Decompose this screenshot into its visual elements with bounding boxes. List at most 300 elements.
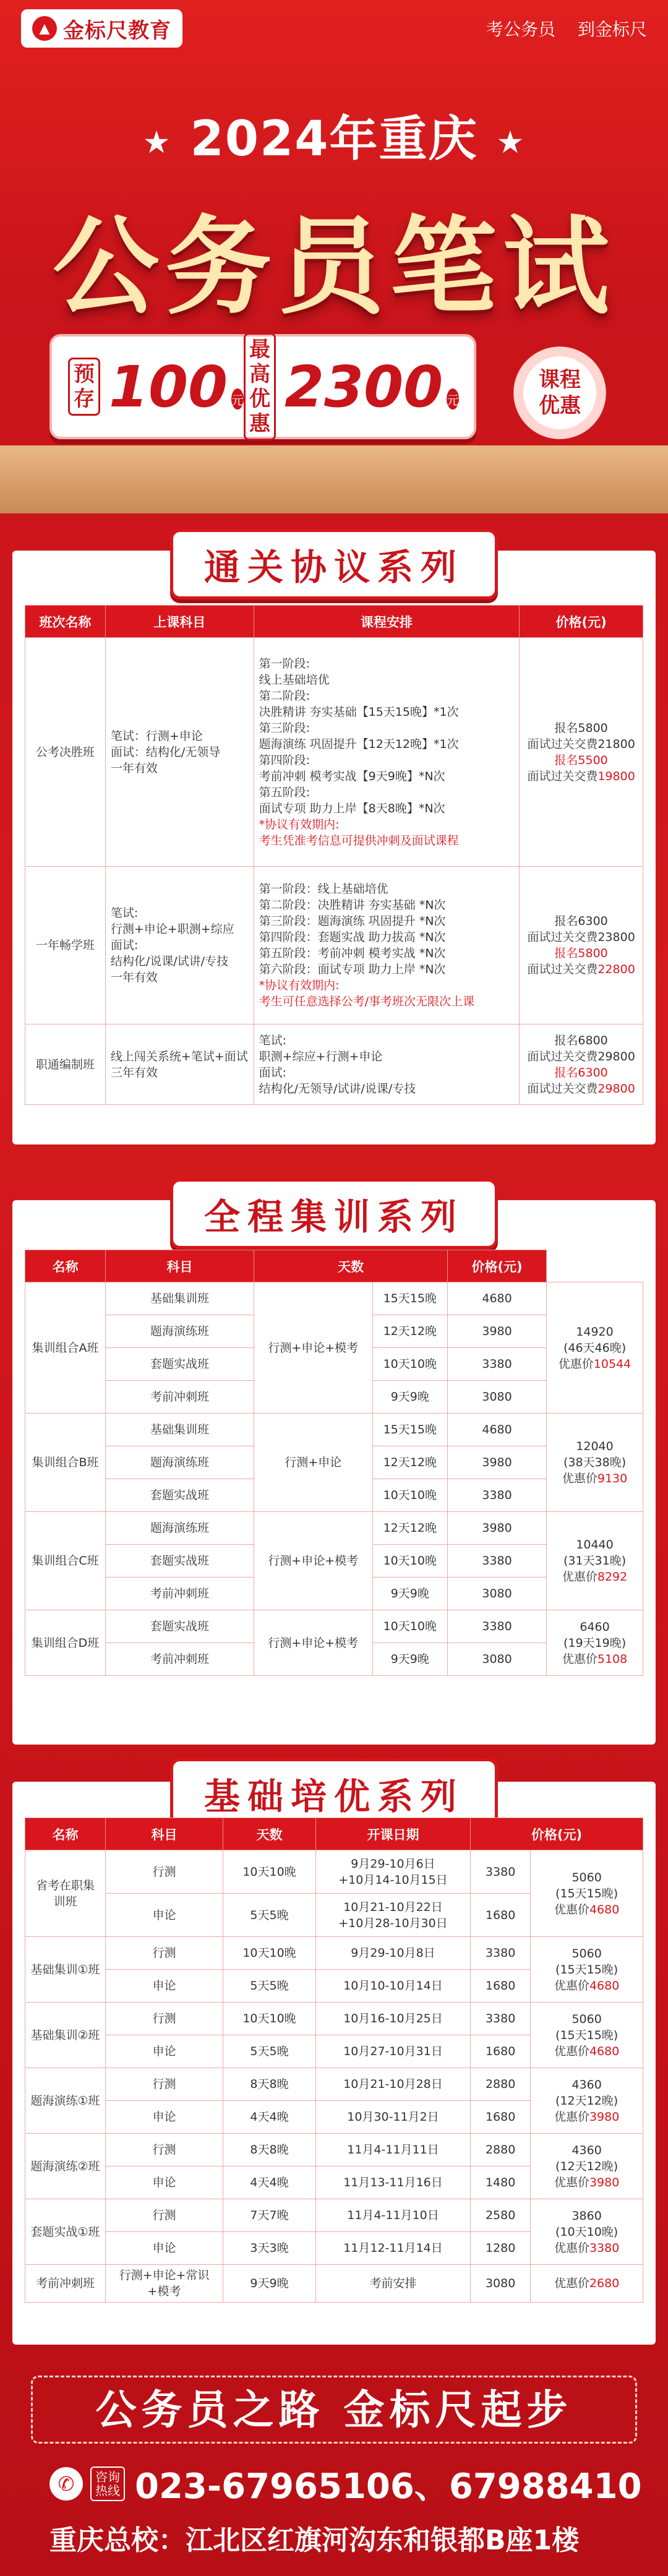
- table-row: [25, 1850, 643, 1894]
- hotline-label: 咨询 热线: [90, 2467, 125, 2501]
- course-name: 套题实战班: [106, 1545, 254, 1578]
- total-days: (19天19晚): [563, 1636, 627, 1650]
- promo-value: 5108: [597, 1652, 628, 1666]
- promo-value: 4680: [589, 1978, 620, 1993]
- course-name: 套题实战班: [106, 1348, 254, 1381]
- table-row: [25, 2265, 643, 2303]
- discount-signup: 报名5500: [554, 753, 608, 767]
- table-row: [25, 1512, 643, 1545]
- date-line: 10月21-10月28日: [343, 2077, 443, 2091]
- cell-line: 第三阶段:: [259, 721, 310, 735]
- course-days: 8天8晚: [223, 2134, 316, 2166]
- promo-price: [536, 2275, 638, 2291]
- column-header: 科目: [106, 1250, 254, 1282]
- date-line: 11月4-11月10日: [347, 2209, 439, 2222]
- course-price: 2880: [471, 2134, 531, 2166]
- total-price: 5060: [572, 2012, 602, 2026]
- course-date: [316, 2068, 471, 2101]
- address: 重庆总校：江北区红旗河沟东和银都B座1楼: [49, 2525, 580, 2556]
- hero-title: 公务员笔试: [53, 204, 615, 329]
- group-name: 基础集训②班: [25, 2003, 106, 2068]
- group-name: 集训组合B班: [25, 1414, 106, 1512]
- price-mid: 面试过关交费: [527, 963, 598, 976]
- group-name: 省考在职集训班: [25, 1850, 106, 1937]
- total-price: 5060: [572, 1870, 602, 1884]
- promo-price: [552, 1569, 638, 1585]
- group-price: [531, 1850, 643, 1937]
- course-price: 1680: [471, 1970, 531, 2003]
- table-row: [25, 638, 643, 867]
- class-schedule: [254, 1024, 520, 1105]
- course-date: [316, 2003, 471, 2035]
- group-subject: 行测+申论+模考: [254, 1610, 373, 1676]
- date-line: 11月4-11月11日: [347, 2143, 439, 2157]
- class-subjects: [105, 1024, 254, 1105]
- class-subjects: [105, 638, 254, 867]
- promo-label: 优惠价: [562, 1652, 597, 1666]
- logo-icon: ▲: [32, 16, 57, 41]
- promo-label: 优惠价: [554, 2110, 589, 2124]
- course-days: 10天10晚: [372, 1348, 448, 1381]
- total-days: (46天46晚): [563, 1341, 627, 1355]
- star-icon: ★: [142, 124, 172, 160]
- table-row: [25, 2068, 643, 2101]
- discount-label: 最高 优惠: [244, 333, 276, 440]
- date-line: 9月29-10月6日: [351, 1857, 435, 1871]
- cell-line: 考生可任意选择公考/事考班次无限次上课: [259, 995, 475, 1008]
- cell-line: 面试：结构化/无领导: [110, 745, 221, 759]
- course-price: 3980: [448, 1315, 547, 1348]
- cell-line: 决胜精讲 夯实基础【15天15晚】*1次: [259, 705, 459, 719]
- cell-line: *协议有效期内:: [259, 817, 340, 831]
- group-price: [547, 1414, 643, 1512]
- course-name: 考前冲刺班: [106, 1578, 254, 1610]
- promo-value: 8292: [597, 1570, 628, 1584]
- course-date: [316, 1937, 471, 1970]
- cell-line: 报名5800: [554, 721, 608, 735]
- promo-price: [536, 1902, 638, 1918]
- course-name: 基础集训班: [106, 1282, 254, 1315]
- price-mid: 面试过关交费: [527, 769, 598, 783]
- group-name: 题海演练②班: [25, 2134, 106, 2199]
- promo-label: 优惠价: [554, 2175, 589, 2189]
- course-price: 3380: [471, 1937, 531, 1970]
- date-line: 10月10-10月14日: [343, 1979, 443, 1993]
- group-name: 集训组合C班: [25, 1512, 106, 1610]
- course-days: 5天5晚: [223, 2035, 316, 2068]
- group-price: [531, 2068, 643, 2134]
- group-name: 基础集训①班: [25, 1937, 106, 2003]
- group-name: 集训组合A班: [25, 1282, 106, 1414]
- course-days: 4天4晚: [223, 2101, 316, 2134]
- unit-badge: 元: [231, 389, 244, 410]
- course-days: 9天9晚: [223, 2265, 316, 2303]
- course-name: 考前冲刺班: [106, 1643, 254, 1676]
- course-subject: 申论: [106, 2166, 223, 2199]
- date-line: 11月12-11月14日: [343, 2241, 443, 2255]
- course-price: 3380: [471, 2003, 531, 2035]
- promo-price: [536, 2043, 638, 2059]
- class-name: 公考决胜班: [25, 638, 106, 867]
- table-row: [25, 2003, 643, 2035]
- course-days: 15天15晚: [372, 1282, 448, 1315]
- promo-price: [552, 1651, 638, 1667]
- course-name: 考前冲刺班: [106, 1381, 254, 1414]
- course-subject: 申论: [106, 1970, 223, 2003]
- course-subject: 行测: [106, 1937, 223, 1970]
- course-price: 3080: [471, 2265, 531, 2303]
- course-days: 10天10晚: [223, 1937, 316, 1970]
- course-days: 5天5晚: [223, 1970, 316, 2003]
- course-price: 3080: [448, 1578, 547, 1610]
- column-header: 天数: [223, 1818, 316, 1850]
- column-header: 名称: [25, 1250, 106, 1282]
- price-mid: 面试过关交费: [527, 1081, 598, 1096]
- course-price: 3380: [448, 1610, 547, 1643]
- cell-line: 结构化/无领导/试讲/说课/专技: [259, 1081, 416, 1096]
- cell-line: 第三阶段：题海演练 巩固提升 *N次: [259, 914, 446, 928]
- course-name: 题海演练班: [106, 1315, 254, 1348]
- course-subject: 行测: [106, 2134, 223, 2166]
- column-header: 课程安排: [254, 606, 520, 638]
- course-name: 套题实战班: [106, 1610, 254, 1643]
- foundation-table: [25, 1818, 643, 2303]
- cell-line: 报名6300: [554, 914, 608, 928]
- cell-line: 面试过关交费21800: [527, 737, 635, 751]
- column-header: 开课日期: [316, 1818, 471, 1850]
- group-subject: 行测+申论: [254, 1414, 373, 1512]
- cell-line: 面试:: [259, 1065, 287, 1080]
- table-header-row: [25, 606, 643, 638]
- cell-line: 行测+申论+职测+综应: [110, 922, 234, 936]
- cell-line: 考前冲刺 模考实战【9天9晚】*N次: [259, 769, 445, 783]
- cell-line: 第一阶段：线上基础培优: [259, 882, 388, 896]
- cell-line: 第五阶段：考前冲刺 模考实战 *N次: [259, 947, 446, 960]
- top-links: [486, 16, 647, 41]
- wood-stage: [0, 445, 668, 513]
- discount-pass: [525, 1081, 638, 1097]
- course-date: [316, 1970, 471, 2003]
- total-price: 14920: [576, 1324, 614, 1339]
- group-price: [547, 1512, 643, 1610]
- total-days: (15天15晚): [555, 1962, 619, 1977]
- cell-line: 面试过关交费23800: [527, 930, 635, 944]
- cell-line: 第一阶段:: [259, 656, 310, 671]
- group-price: [547, 1610, 643, 1676]
- table-row: [25, 2134, 643, 2166]
- total-days: (38天38晚): [563, 1456, 627, 1469]
- course-days: 12天12晚: [372, 1512, 448, 1545]
- course-days: 12天12晚: [372, 1446, 448, 1479]
- promo-label: 优惠价: [562, 1570, 597, 1584]
- promo-label: 优惠价: [554, 2277, 589, 2290]
- total-price: 3860: [572, 2209, 602, 2223]
- column-header: 名称: [25, 1818, 106, 1850]
- cell-line: 第二阶段:: [259, 689, 310, 703]
- group-subject: 行测+申论+模考: [254, 1282, 373, 1414]
- promo-label: 优惠价: [554, 1902, 589, 1917]
- course-price: 3380: [448, 1545, 547, 1578]
- table-header-row: [25, 1818, 643, 1850]
- total-price: 10440: [576, 1538, 614, 1552]
- discount-pass: [525, 961, 638, 977]
- table-row: [25, 1937, 643, 1970]
- group-name: 集训组合D班: [25, 1610, 106, 1676]
- total-price: 5060: [572, 1946, 602, 1960]
- discount-amount: 2300: [285, 353, 443, 420]
- course-date: [316, 1850, 471, 1894]
- cell-line: 报名6800: [554, 1033, 608, 1047]
- course-days: 10天10晚: [372, 1545, 448, 1578]
- course-days: 9天9晚: [372, 1381, 448, 1414]
- cell-line: 职测+综应+行测+申论: [259, 1049, 383, 1063]
- total-price: 12040: [576, 1440, 614, 1453]
- price-card: [49, 334, 476, 439]
- course-subject: 申论: [106, 2101, 223, 2134]
- price-red: 22800: [597, 963, 635, 976]
- promo-value: 4680: [589, 2044, 620, 2058]
- cell-line: 笔试:: [110, 906, 139, 920]
- agreement-table: [25, 605, 643, 1105]
- course-subject: 行测: [106, 2068, 223, 2101]
- course-days: 9天9晚: [372, 1643, 448, 1676]
- cell-line: 面试过关交费29800: [527, 1049, 635, 1063]
- course-price: 1680: [471, 2101, 531, 2134]
- column-header: 价格(元): [471, 1818, 643, 1850]
- course-price: 1680: [471, 1894, 531, 1937]
- course-days: 10天10晚: [372, 1610, 448, 1643]
- cell-line: 题海演练 巩固提升【12天12晚】*1次: [259, 737, 459, 751]
- promo-label: 优惠价: [562, 1472, 597, 1485]
- promo-label: 优惠价: [554, 2241, 589, 2255]
- course-price: 4680: [448, 1282, 547, 1315]
- promo-price: [536, 2240, 638, 2256]
- discount-signup: 报名6300: [554, 1065, 608, 1080]
- total-days: (15天15晚): [555, 2028, 619, 2042]
- course-days: 5天5晚: [223, 1894, 316, 1937]
- hero-year: ★ 2024年重庆 ★: [142, 111, 526, 167]
- table-row: [25, 2199, 643, 2232]
- course-name: 基础集训班: [106, 1414, 254, 1446]
- course-price: 3080: [448, 1381, 547, 1414]
- phone-icon: ✆: [49, 2467, 83, 2501]
- group-price: [531, 2003, 643, 2068]
- star-icon: ★: [496, 124, 526, 160]
- price-banner: [49, 328, 619, 452]
- column-header: 上课科目: [105, 606, 254, 638]
- cell-line: 考生凭准考信息可提供冲刺及面试课程: [259, 833, 459, 848]
- course-subject: 申论: [106, 2035, 223, 2068]
- total-price: 4360: [572, 2143, 602, 2157]
- total-days: (12天12晚): [555, 2159, 619, 2173]
- cell-line: 第四阶段:: [259, 753, 310, 767]
- deposit-amount: 100: [109, 353, 228, 420]
- course-date: [316, 2134, 471, 2166]
- course-subject: 行测: [106, 1850, 223, 1894]
- date-line: +10月14-10月15日: [338, 1873, 448, 1887]
- group-subject: 行测+申论+模考: [254, 1512, 373, 1610]
- column-header: 价格(元): [520, 606, 643, 638]
- promo-value: 3980: [589, 2110, 620, 2124]
- group-name: 考前冲刺班: [25, 2265, 106, 2303]
- section-title: 通关协议系列: [170, 529, 498, 599]
- total-days: (31天31晚): [563, 1554, 627, 1568]
- cell-line: 第二阶段：决胜精讲 夯实基础 *N次: [259, 898, 446, 912]
- table-row: [25, 867, 643, 1024]
- section-title: 基础培优系列: [170, 1758, 498, 1829]
- unit-badge: 元: [447, 389, 459, 410]
- course-days: 10天10晚: [372, 1479, 448, 1512]
- date-line: +10月28-10月30日: [338, 1916, 448, 1930]
- cell-line: 三年有效: [110, 1065, 158, 1080]
- total-days: (10天10晚): [555, 2225, 619, 2239]
- course-name: 题海演练班: [106, 1512, 254, 1545]
- class-schedule: [254, 867, 520, 1024]
- cell-line: 第五阶段:: [259, 785, 310, 799]
- logo-text: 金标尺教育: [63, 18, 171, 43]
- course-price: 3980: [448, 1446, 547, 1479]
- top-bar: [0, 0, 668, 57]
- promo-price: [536, 1978, 638, 1994]
- table-row: [25, 1024, 643, 1105]
- course-date: 考前安排: [316, 2265, 471, 2303]
- course-days: 12天12晚: [372, 1315, 448, 1348]
- price-red: 29800: [597, 1081, 635, 1096]
- course-days: 10天10晚: [223, 2003, 316, 2035]
- course-subject: 申论: [106, 2232, 223, 2265]
- class-price: [520, 638, 643, 867]
- promo-label: 优惠价: [554, 2044, 589, 2058]
- hotline[interactable]: [49, 2459, 642, 2509]
- cell-line: *协议有效期内:: [259, 979, 340, 992]
- course-price: 3380: [448, 1348, 547, 1381]
- course-price: 4680: [448, 1414, 547, 1446]
- table-header-row: [25, 1250, 643, 1282]
- footer-slogan: 公务员之路 金标尺起步: [31, 2376, 637, 2444]
- group-name: 套题实战①班: [25, 2199, 106, 2265]
- promo-price: [552, 1356, 638, 1372]
- course-days: 3天3晚: [223, 2232, 316, 2265]
- promo-label: 优惠价: [558, 1357, 594, 1371]
- promo-value: 9130: [597, 1472, 628, 1485]
- course-name: 题海演练班: [106, 1446, 254, 1479]
- column-header: 科目: [106, 1818, 223, 1850]
- group-price: [531, 2199, 643, 2265]
- cell-line: 笔试:: [259, 1033, 287, 1047]
- course-subject: 申论: [106, 1894, 223, 1937]
- cell-line: 面试:: [110, 938, 139, 952]
- class-subjects: [105, 867, 254, 1024]
- discount-pass: [525, 768, 638, 784]
- course-days: 8天8晚: [223, 2068, 316, 2101]
- promo-label: 优惠价: [554, 1978, 589, 1993]
- date-line: 10月30-11月2日: [347, 2110, 439, 2124]
- promo-value: 4680: [589, 1902, 620, 1917]
- course-days: 9天9晚: [372, 1578, 448, 1610]
- link-jinbiaochi[interactable]: 到金标尺: [577, 19, 647, 40]
- promo-price: [536, 2109, 638, 2125]
- course-price: 3380: [448, 1479, 547, 1512]
- table-row: [25, 1282, 643, 1315]
- cell-line: 线上闯关系统+笔试+面试: [110, 1049, 248, 1063]
- course-subject: 行测+申论+常识+模考: [106, 2265, 223, 2303]
- phone-number[interactable]: 023-67965106、67988410: [135, 2467, 642, 2507]
- course-subject: 行测: [106, 2199, 223, 2232]
- course-date: [316, 2035, 471, 2068]
- date-line: 10月21-10月22日: [343, 1900, 443, 1914]
- cell-line: 一年有效: [110, 761, 158, 775]
- total-price: 6460: [580, 1620, 610, 1634]
- course-days: 4天4晚: [223, 2166, 316, 2199]
- date-line: 10月27-10月31日: [343, 2045, 443, 2058]
- promo-price: [552, 1470, 638, 1487]
- course-price: 3380: [471, 1850, 531, 1894]
- class-schedule: [254, 638, 520, 867]
- course-price: 2880: [471, 2068, 531, 2101]
- cell-line: 第四阶段：套题实战 助力拔高 *N次: [259, 930, 446, 944]
- course-days: 10天10晚: [223, 1850, 316, 1894]
- promo-price: [536, 2175, 638, 2191]
- total-days: (15天15晚): [555, 1886, 619, 1900]
- class-name: 职通编制班: [25, 1024, 106, 1105]
- table-row: [25, 1610, 643, 1643]
- course-subject: 行测: [106, 2003, 223, 2035]
- price-red: 19800: [597, 769, 635, 783]
- course-days: 15天15晚: [372, 1414, 448, 1446]
- deposit-label: 预 存: [68, 358, 100, 416]
- promo-value: 10544: [593, 1357, 632, 1371]
- course-price: 1480: [471, 2166, 531, 2199]
- group-price: [531, 1937, 643, 2003]
- class-price: [520, 867, 643, 1024]
- group-price: [531, 2134, 643, 2199]
- course-date: [316, 2232, 471, 2265]
- course-date: [316, 2166, 471, 2199]
- promo-value: 3380: [589, 2241, 620, 2255]
- cell-line: 线上基础培优: [259, 672, 330, 687]
- course-name: 套题实战班: [106, 1479, 254, 1512]
- total-days: (12天12晚): [555, 2093, 619, 2108]
- total-price: 4360: [572, 2077, 602, 2092]
- cell-line: 面试专项 助力上岸【8天8晚】*N次: [259, 801, 445, 815]
- brand-logo[interactable]: [21, 9, 182, 48]
- date-line: 9月29-10月8日: [351, 1946, 435, 1960]
- course-discount-badge[interactable]: 课程优惠: [513, 346, 606, 439]
- course-price: 3080: [448, 1643, 547, 1676]
- group-price: [547, 1282, 643, 1414]
- class-name: 一年畅学班: [25, 867, 106, 1024]
- course-price: 1680: [471, 2035, 531, 2068]
- course-date: [316, 2101, 471, 2134]
- class-price: [520, 1024, 643, 1105]
- course-price: 1280: [471, 2232, 531, 2265]
- column-header: 班次名称: [25, 606, 106, 638]
- cell-line: 笔试：行测+申论: [110, 729, 203, 743]
- cell-line: 一年有效: [110, 971, 158, 984]
- date-line: 10月16-10月25日: [343, 2012, 443, 2025]
- group-name: 题海演练①班: [25, 2068, 106, 2134]
- column-header: 天数: [254, 1250, 448, 1282]
- course-days: 7天7晚: [223, 2199, 316, 2232]
- link-civil-servant[interactable]: 考公务员: [486, 19, 555, 40]
- discount-signup: 报名5800: [554, 947, 608, 960]
- course-date: [316, 2199, 471, 2232]
- group-price: [531, 2265, 643, 2303]
- course-price: 2580: [471, 2199, 531, 2232]
- date-line: 11月13-11月16日: [343, 2176, 443, 2189]
- course-date: [316, 1894, 471, 1937]
- cell-line: 第六阶段：面试专项 助力上岸 *N次: [259, 963, 446, 976]
